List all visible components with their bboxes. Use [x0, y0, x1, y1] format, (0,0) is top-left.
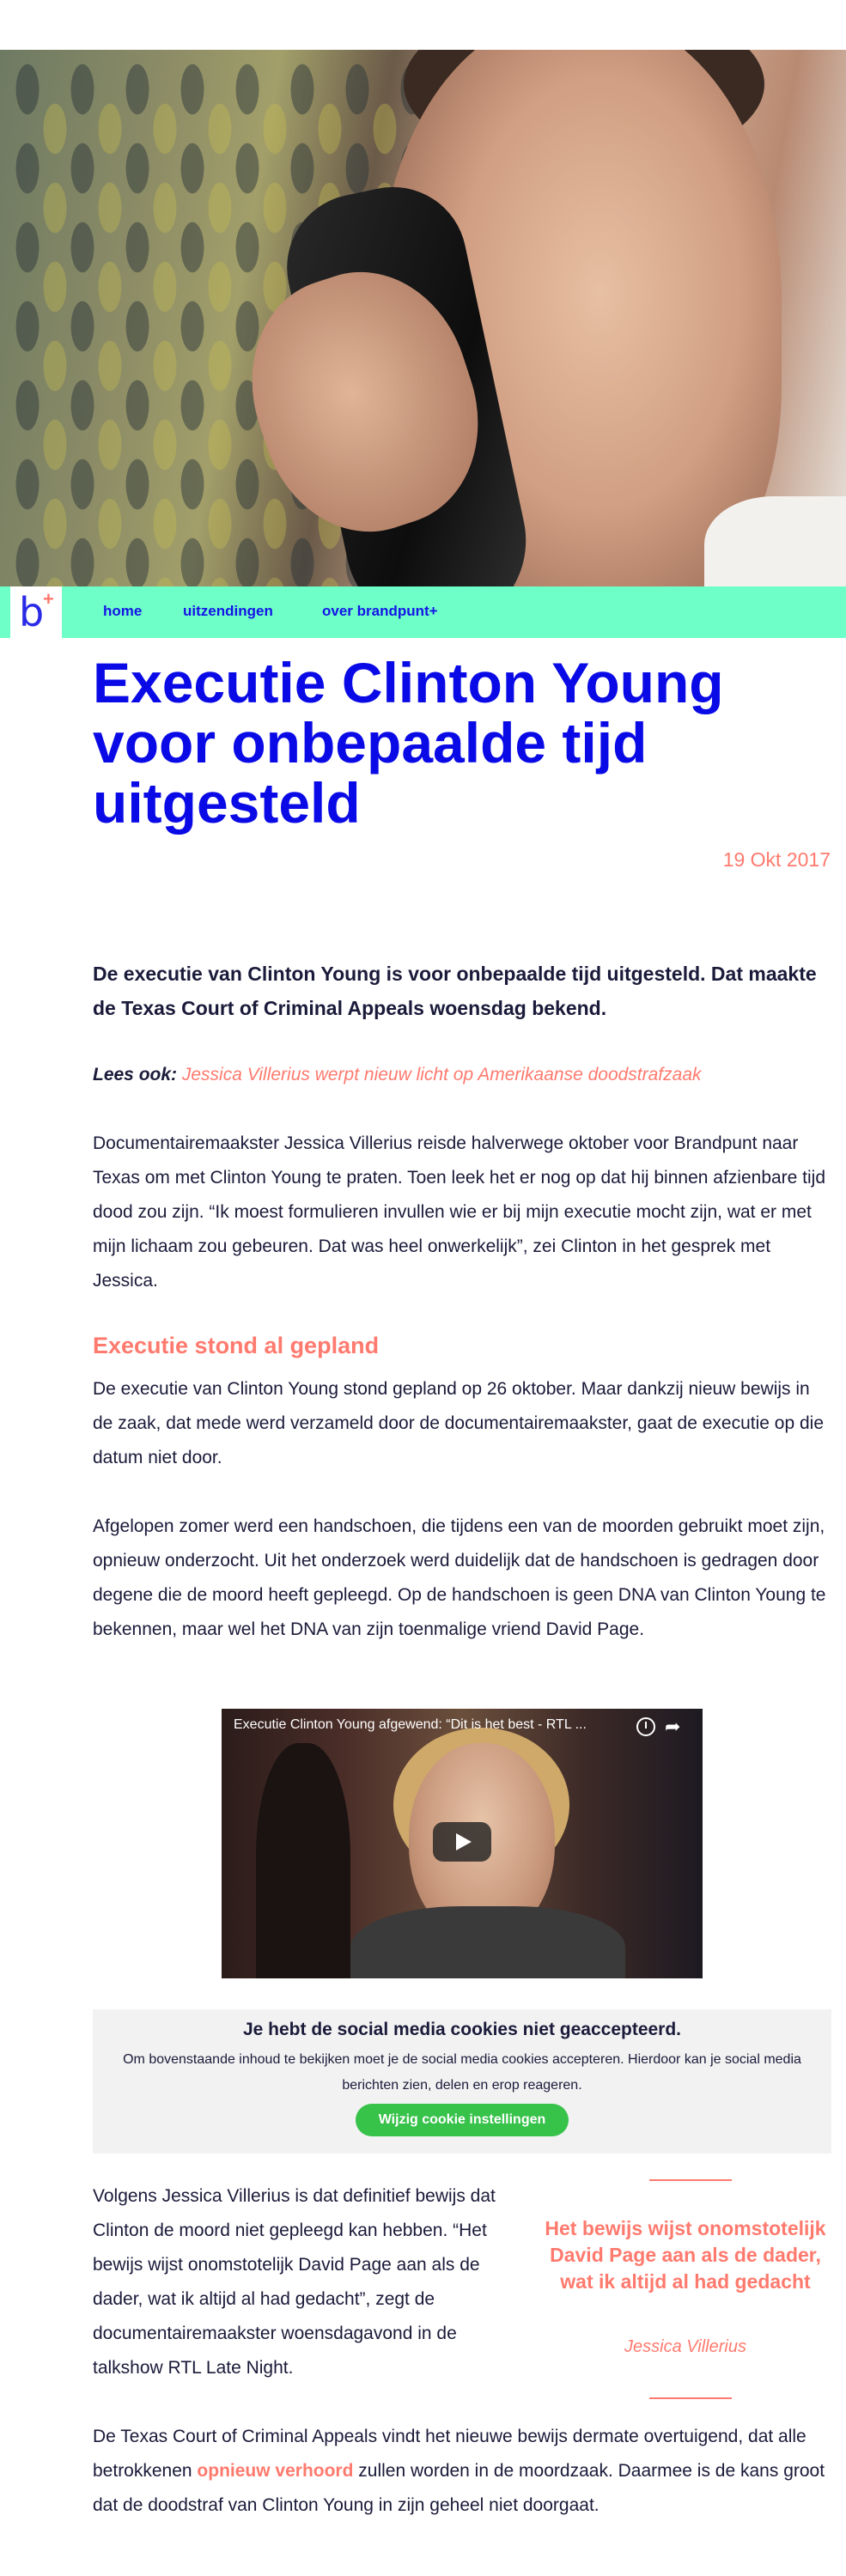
pull-quote	[539, 2179, 831, 2399]
paragraph-5-end: zullen worden in de moordzaak. Daarmee is de kans groot dat de doodstraf van Clinton Young in zijn geheel niet doorgaat.	[93, 2461, 825, 2515]
see-also-label: Lees ook:	[93, 1065, 178, 1084]
nav-over-brandpunt[interactable]: over brandpunt+	[322, 603, 438, 619]
cookie-text: Om bovenstaande inhoud te bekijken moet je de social media cookies accepteren. Hierdoor kan je social media berichten zien, delen en erop reageren.	[123, 2052, 801, 2093]
video-embed[interactable]	[222, 1709, 703, 1978]
quote-text: Het bewijs wijst onomstotelijk David Page aan als de dader, wat ik altijd al had gedacht	[545, 2217, 826, 2293]
clock-icon[interactable]	[636, 1717, 655, 1736]
paragraph-5	[93, 2420, 831, 2523]
article-title: Executie Clinton Young voor onbepaalde tijd uitgesteld	[93, 651, 724, 835]
paragraph-2: De executie van Clinton Young stond gepland op 26 oktober. Maar dankzij nieuw bewijs in de zaak, dat mede werd verzameld door de documentairemaakster, gaat de executie op die datum niet door.	[93, 1379, 825, 1467]
article-date: 19 Okt 2017	[722, 848, 831, 871]
paragraph-3: Afgelopen zomer werd een handschoen, die tijdens een van de moorden gebruikt moet zijn, opnieuw onderzocht. Uit het onderzoek werd duidelijk dat de handschoen is gedragen door degene die de moord heeft gepleegd. Op de handschoen is geen DNA van Clinton Young te bekennen, maar wel het DNA van zijn toenmalige vriend David Page.	[93, 1516, 826, 1639]
see-also	[93, 1061, 831, 1089]
logo-plus: +	[43, 588, 54, 610]
share-icon[interactable]: ➦	[665, 1716, 681, 1737]
see-also-link[interactable]: Jessica Villerius werpt nieuw licht op Amerikaanse doodstrafzaak	[181, 1065, 702, 1084]
paragraph-4: Volgens Jessica Villerius is dat definitief bewijs dat Clinton de moord niet gepleegd kan hebben. “Het bewijs wijst onomstotelijk David Page aan als de dader, wat ik altijd al had gedacht”, zegt de documentairemaakster woensdagavond in de talkshow RTL Late Night.	[93, 2186, 496, 2378]
hero-image	[0, 50, 846, 586]
nav-home[interactable]: home	[103, 603, 143, 619]
cookie-title: Je hebt de social media cookies niet geaccepteerd.	[242, 2020, 682, 2039]
cookie-settings-button[interactable]: Wijzig cookie instellingen	[356, 2104, 569, 2136]
background-person	[256, 1743, 350, 1978]
quote-author: Jessica Villerius	[624, 2337, 746, 2356]
play-icon[interactable]	[433, 1822, 491, 1862]
logo-letter: b	[19, 589, 45, 635]
paragraph-1: Documentairemaakster Jessica Villerius reisde halverwege oktober voor Brandpunt naar Texas om met Clinton Young te praten. Toen leek het er nog op dat hij binnen afzienbare tijd dood zou zijn. “Ik moest formulieren invullen wie er bij mijn executie mocht zijn, wat er met mijn lichaam zou gebeuren. Dat was heel onwerkelijk”, zei Clinton in het gesprek met Jessica.	[93, 1133, 826, 1291]
cookie-notice	[93, 2009, 831, 2154]
shirt-collar	[704, 496, 846, 586]
main-navigation	[0, 586, 846, 638]
paragraph-5-start: De Texas Court of Criminal Appeals vindt het nieuwe bewijs dermate overtuigend, dat alle betrokkenen	[93, 2427, 806, 2481]
opnieuw-verhoord-link[interactable]: opnieuw verhoord	[197, 2461, 354, 2481]
section-heading: Executie stond al gepland	[93, 1333, 380, 1358]
woman-top	[350, 1906, 625, 1978]
article-lead: De executie van Clinton Young is voor onbepaalde tijd uitgesteld. Dat maakte de Texas Court of Criminal Appeals woensdag bekend.	[93, 963, 817, 1019]
quote-divider-bottom	[649, 2397, 732, 2399]
quote-divider-top	[649, 2179, 732, 2181]
brandpunt-logo[interactable]	[10, 586, 62, 638]
nav-uitzendingen[interactable]: uitzendingen	[183, 603, 273, 619]
video-title[interactable]: Executie Clinton Young afgewend: “Dit is het best - RTL ...	[234, 1717, 587, 1732]
